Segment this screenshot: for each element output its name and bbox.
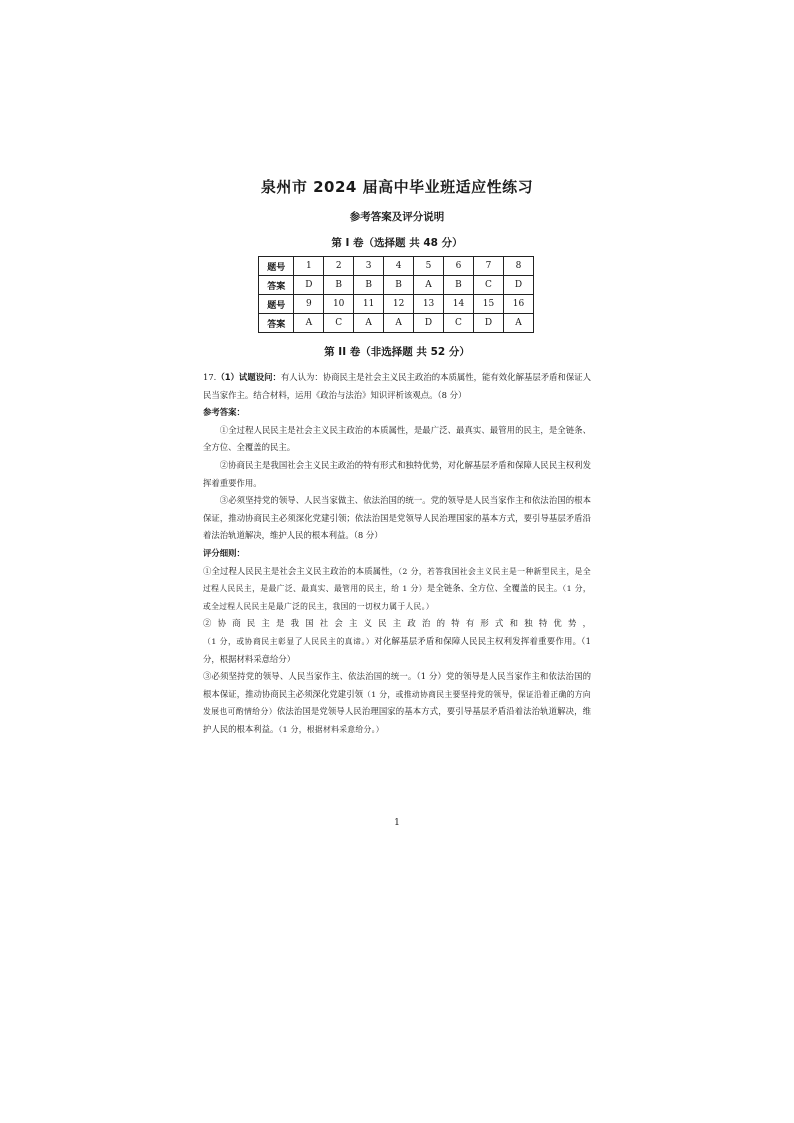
question-number-cell: 8 xyxy=(503,257,533,276)
question-17-prompt xyxy=(203,369,591,404)
answer-table xyxy=(258,256,534,333)
rubric-note: （1 分，根据材料采意给分。） xyxy=(278,724,384,734)
answer-cell: B xyxy=(324,276,354,295)
question-number: 17. xyxy=(203,372,217,382)
question-number-cell: 10 xyxy=(324,295,354,314)
reference-answer-point-3: ③必须坚持党的领导、人民当家做主、依法治国的统一。党的领导是人民当家作主和依法治国的根本保证，推动协商民主必须深化党建引领；依法治国是党领导人民治理国家的基本方式，要引导基层矛盾沿着法治轨道解决，维护人民的根本利益。（8 分） xyxy=(203,495,591,541)
section-1-heading: 第 I 卷（选择题 共 48 分） xyxy=(331,237,463,249)
question-number-cell: 5 xyxy=(414,257,444,276)
question-number-cell: 11 xyxy=(354,295,384,314)
question-number-cell: 6 xyxy=(444,257,474,276)
answer-cell: D xyxy=(473,314,503,333)
question-number-cell: 14 xyxy=(444,295,474,314)
question-number-row xyxy=(259,257,534,276)
rubric-text: ①全过程人民民主是社会主义民主政治的本质属性， xyxy=(203,565,399,576)
question-number-cell: 13 xyxy=(414,295,444,314)
row-label: 答案 xyxy=(259,276,294,295)
answer-cell: A xyxy=(354,314,384,333)
row-label: 题号 xyxy=(259,257,294,276)
answer-cell: B xyxy=(354,276,384,295)
question-number-cell: 16 xyxy=(503,295,533,314)
question-number-cell: 9 xyxy=(294,295,324,314)
answer-row xyxy=(259,314,534,333)
section-2-heading: 第 II 卷（非选择题 共 52 分） xyxy=(324,346,470,358)
rubric-point-1 xyxy=(203,563,591,616)
answer-cell: C xyxy=(324,314,354,333)
rubric-note: （1 分，或推动协商民主要坚持党的领导，保证沿着正确的方向发展也可酌情给分） xyxy=(203,689,592,717)
answer-cell: D xyxy=(503,276,533,295)
page-number: 1 xyxy=(394,818,400,828)
document-title: 泉州市 2024 届高中毕业班适应性练习 xyxy=(260,178,534,196)
answer-cell: D xyxy=(414,314,444,333)
question-number-cell: 2 xyxy=(324,257,354,276)
question-number-cell: 12 xyxy=(384,295,414,314)
question-number-cell: 4 xyxy=(384,257,414,276)
answer-cell: D xyxy=(294,276,324,295)
rubric-text: ②协商民主是我国社会主义民主政治的特有形式和独特优势， xyxy=(203,618,591,629)
rubric-note: （2 分，若答我国社会主义民主是一种新型民主，是全过程人民民主，是最广泛、最真实、最管用的民主，给 1 分） xyxy=(203,566,591,594)
rubric-point-2 xyxy=(203,615,591,668)
question-text: 有人认为：协商民主是社会主义民主政治的本质属性，能有效化解基层矛盾和保证人民当家作主。结合材料，运用《政治与法治》知识评析该观点。（8 分） xyxy=(203,372,592,400)
row-label: 答案 xyxy=(259,314,294,333)
question-number-cell: 3 xyxy=(354,257,384,276)
question-part-label: （1）试题设问： xyxy=(216,372,281,382)
answer-row xyxy=(259,276,534,295)
rubric-text: ③必须坚持党的领导、人民当家作主、依法治国的统一。（1 分）党的领导是人民当家作主和依法治国的根本保证，推动协商民主必须深化党建引领 xyxy=(203,671,591,699)
rubric-point-3 xyxy=(203,668,591,738)
question-number-row xyxy=(259,295,534,314)
answer-cell: B xyxy=(444,276,474,295)
question-number-cell: 1 xyxy=(294,257,324,276)
row-label: 题号 xyxy=(259,295,294,314)
rubric-text: 依法治国是党领导人民治理国家的基本方式，要引导基层矛盾沿着法治轨道解决，维护人民的根本利益。 xyxy=(203,706,591,734)
reference-answer-heading: 参考答案： xyxy=(203,407,245,418)
question-number-cell: 15 xyxy=(473,295,503,314)
rubric-note: （1 分，或全过程人民民主是最广泛的民主，我国的一切权力属于人民。） xyxy=(203,584,591,611)
rubric-heading: 评分细则： xyxy=(203,547,245,558)
reference-answer-point-2: ②协商民主是我国社会主义民主政治的特有形式和独特优势，对化解基层矛盾和保障人民民主权利发挥着重要作用。 xyxy=(203,459,591,488)
answer-cell: C xyxy=(444,314,474,333)
answer-cell: A xyxy=(503,314,533,333)
rubric-note: （1 分，或协商民主彰显了人民民主的真谛。） xyxy=(203,636,375,646)
answer-cell: A xyxy=(294,314,324,333)
reference-answer-point-1: ①全过程人民民主是社会主义民主政治的本质属性，是最广泛、最真实、最管用的民主，是全链条、全方位、全覆盖的民主。 xyxy=(203,424,591,453)
document-subtitle: 参考答案及评分说明 xyxy=(349,211,445,223)
answer-cell: A xyxy=(384,314,414,333)
rubric-text: 是全链条、全方位、全覆盖的民主。 xyxy=(426,583,563,594)
question-number-cell: 7 xyxy=(473,257,503,276)
rubric-text: 对化解基层矛盾和保障人民民主权利发挥着重要作用。（1 分，根据材料采意给分） xyxy=(203,635,591,664)
question-17-body xyxy=(203,369,591,738)
answer-cell: B xyxy=(384,276,414,295)
answer-cell: A xyxy=(414,276,444,295)
answer-cell: C xyxy=(473,276,503,295)
